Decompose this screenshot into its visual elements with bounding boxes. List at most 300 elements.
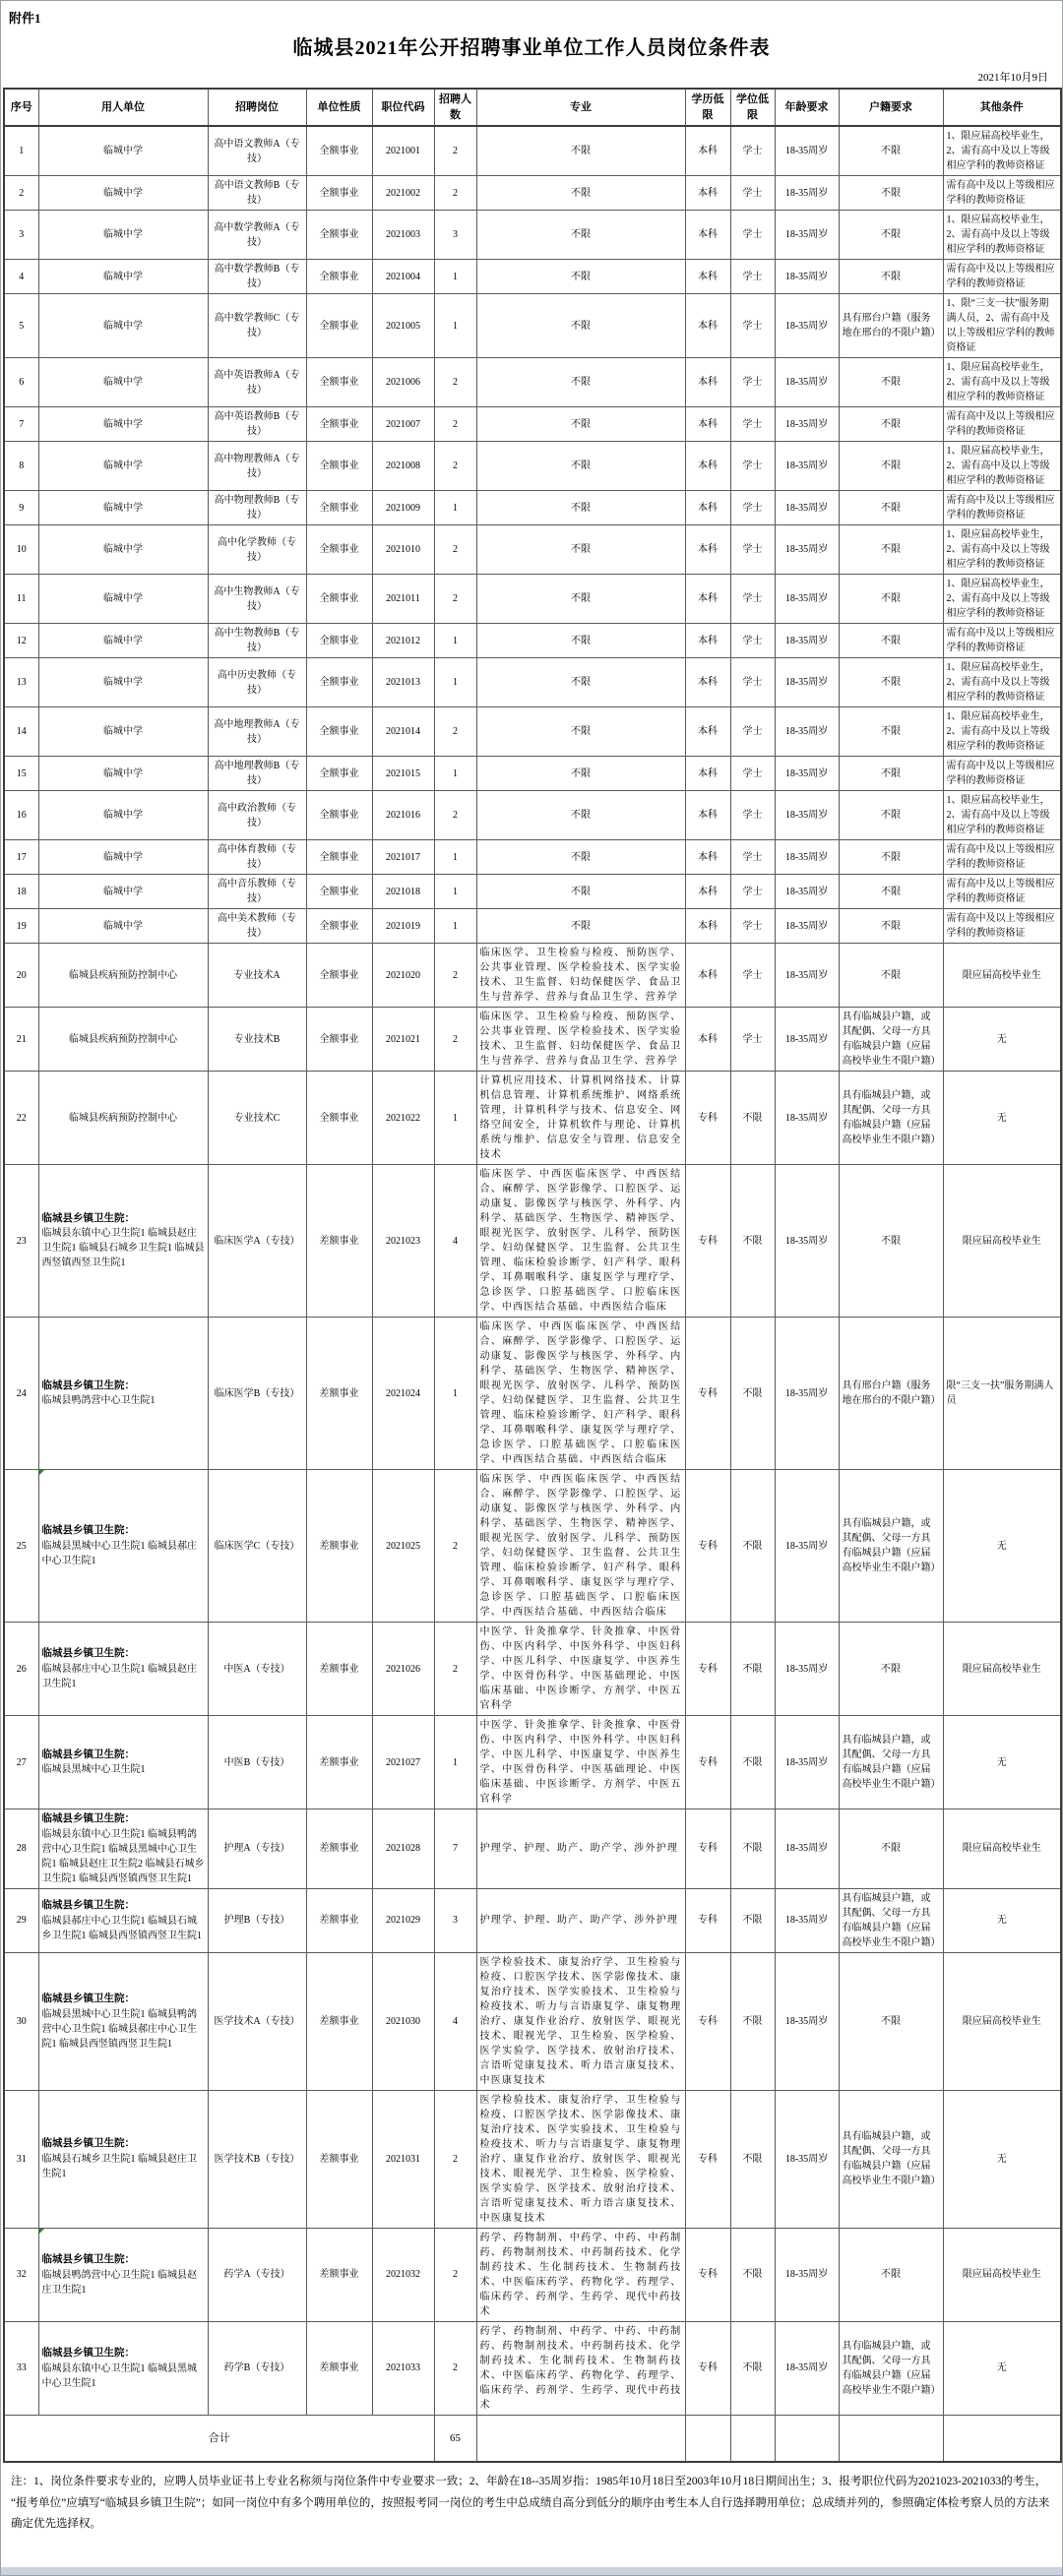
cell-other: 需有高中及以上等级相应学科的教师资格证: [943, 624, 1061, 658]
cell-code: 2021007: [372, 407, 434, 442]
cell-post: 高中体育教师（专技）: [208, 840, 306, 875]
cell-major: 不限: [476, 791, 685, 840]
cell-nature: 全额事业: [306, 707, 372, 757]
cell-post: 护理A（专技）: [208, 1809, 306, 1889]
cell-nature: 全额事业: [306, 658, 372, 707]
cell-edu: 本科: [685, 1008, 730, 1072]
cell-edu: 专科: [685, 1072, 730, 1165]
cell-age: 18-35周岁: [775, 126, 839, 176]
cell-degree: 学士: [730, 176, 775, 211]
cell-age: 18-35周岁: [775, 491, 839, 525]
cell-code: 2021018: [372, 875, 434, 909]
table-row: [4, 624, 1061, 658]
cell-major: 不限: [476, 909, 685, 944]
table-row: [4, 294, 1061, 358]
cell-edu: 本科: [685, 624, 730, 658]
header-row: [4, 89, 1061, 126]
cell-hukou: 不限: [839, 707, 943, 757]
table-row: [4, 1623, 1061, 1716]
cell-edu: 本科: [685, 407, 730, 442]
cell-major: 医学检验技术、康复治疗学、卫生检验与检疫、口腔医学技术、医学影像技术、康复治疗技术、医学实验技术、卫生检验与检疫技术、听力与言语康复学、康复物理治疗、康复作业治疗、放射医学、眼视光技术、眼视光学、卫生检验、医学检验、医学实验学、医学技术、放射治疗技术、言语听觉康复技术、听力语言康复技术、中医康复技术: [476, 1952, 685, 2090]
cell-count: 2: [434, 1623, 476, 1716]
cell-edu: 本科: [685, 658, 730, 707]
cell-no: 28: [4, 1809, 38, 1889]
cell-degree: 学士: [730, 1008, 775, 1072]
cell-other: 1、限应届高校毕业生，2、需有高中及以上等级相应学科的教师资格证: [943, 525, 1061, 575]
cell-edu: 专科: [685, 1318, 730, 1470]
cell-edu: 专科: [685, 1716, 730, 1809]
page-title: 临城县2021年公开招聘事业单位工作人员岗位条件表: [292, 37, 771, 59]
cell-unit: 临城中学: [38, 442, 208, 491]
cell-nature: 全额事业: [306, 260, 372, 294]
cell-hukou: 不限: [839, 211, 943, 260]
table-row: [4, 791, 1061, 840]
cell-degree: 不限: [730, 1952, 775, 2090]
cell-degree: 不限: [730, 1072, 775, 1165]
cell-nature: 全额事业: [306, 126, 372, 176]
unit-list: 临城县东镇中心卫生院1 临城县黑城中心卫生院1: [41, 2362, 197, 2389]
cell-nature: 全额事业: [306, 840, 372, 875]
cell-no: 17: [4, 840, 38, 875]
cell-edu: 专科: [685, 2321, 730, 2415]
cell-degree: 不限: [730, 1888, 775, 1952]
cell-major: 不限: [476, 260, 685, 294]
cell-unit: 临城中学: [38, 358, 208, 407]
cell-edu: 本科: [685, 791, 730, 840]
cell-age: 18-35周岁: [775, 2228, 839, 2321]
column-header: 序号: [4, 89, 38, 126]
cell-count: 2: [434, 358, 476, 407]
cell-no: 11: [4, 575, 38, 624]
table-row: [4, 491, 1061, 525]
cell-post: 高中物理教师A（专技）: [208, 442, 306, 491]
cell-other: 无: [943, 1072, 1061, 1165]
cell-unit: [38, 2321, 208, 2415]
cell-major: 临床医学、卫生检验与检疫、预防医学、公共事业管理、医学检验技术、医学实验技术、卫生监督、妇幼保健医学、食品卫生与营养学、营养与食品卫生学、营养学: [476, 1008, 685, 1072]
cell-code: 2021010: [372, 525, 434, 575]
cell-major: 中医学、针灸推拿学、针灸推拿、中医骨伤、中医内科学、中医外科学、中医妇科学、中医儿科学、中医康复学、中医养生学、中医骨伤科学、中医基础理论、中医临床基础、中医诊断学、方剂学、中医五官科学: [476, 1716, 685, 1809]
cell-unit: [38, 1809, 208, 1889]
cell-degree: 不限: [730, 1470, 775, 1623]
unit-list: 临城县黑城中心卫生院1: [41, 1764, 146, 1776]
cell-post: 高中化学教师（专技）: [208, 525, 306, 575]
cell-hukou: 具有临城县户籍，或其配偶、父母一方具有临城县户籍（应届高校毕业生不限户籍）: [839, 1008, 943, 1072]
cell-age: 18-35周岁: [775, 442, 839, 491]
cell-other: 1、限应届高校毕业生，2、需有高中及以上等级相应学科的教师资格证: [943, 658, 1061, 707]
cell-nature: 全额事业: [306, 491, 372, 525]
cell-degree: 不限: [730, 1716, 775, 1809]
cell-degree: 学士: [730, 575, 775, 624]
cell-no: 16: [4, 791, 38, 840]
cell-no: 4: [4, 260, 38, 294]
cell-code: 2021015: [372, 757, 434, 791]
cell-edu: 本科: [685, 757, 730, 791]
cell-degree: 学士: [730, 358, 775, 407]
cell-edu: 专科: [685, 1888, 730, 1952]
cell-other: 限“三支一扶”服务期满人员: [943, 1318, 1061, 1470]
cell-age: 18-35周岁: [775, 658, 839, 707]
cell-major: 不限: [476, 624, 685, 658]
cell-hukou: 不限: [839, 875, 943, 909]
cell-code: 2021025: [372, 1470, 434, 1623]
cell-other: 需有高中及以上等级相应学科的教师资格证: [943, 491, 1061, 525]
cell-hukou: 不限: [839, 126, 943, 176]
cell-hukou: 不限: [839, 909, 943, 944]
cell-other: 限应届高校毕业生: [943, 1165, 1061, 1318]
cell-code: 2021012: [372, 624, 434, 658]
cell-post: 临床医学A（专技）: [208, 1165, 306, 1318]
cell-major: 临床医学、中西医临床医学、中西医结合、麻醉学、医学影像学、口腔医学、运动康复、影像医学与核医学、外科学、内科学、基础医学、生物医学、精神医学、眼视光医学、放射医学、儿科学、预防医学、妇幼保健医学、卫生监督、公共卫生管理、临床检验诊断学、妇产科学、眼科学、耳鼻咽喉科学、康复医学与理疗学、急诊医学、口腔基础医学、口腔临床医学、中西医结合基础、中西医结合临床: [476, 1470, 685, 1623]
table-row: [4, 211, 1061, 260]
column-header: 其他条件: [943, 89, 1061, 126]
total-empty-cell: [685, 2415, 730, 2462]
cell-age: 18-35周岁: [775, 358, 839, 407]
cell-nature: 全额事业: [306, 1008, 372, 1072]
cell-nature: 差额事业: [306, 1888, 372, 1952]
cell-major: 护理学、护理、助产、助产学、涉外护理: [476, 1809, 685, 1889]
total-row: [4, 2415, 1061, 2462]
cell-count: 2: [434, 944, 476, 1008]
cell-unit: [38, 1318, 208, 1470]
column-header: 学位低限: [730, 89, 775, 126]
cell-no: 7: [4, 407, 38, 442]
cell-post: 高中历史教师（专技）: [208, 658, 306, 707]
cell-degree: 学士: [730, 875, 775, 909]
cell-nature: 差额事业: [306, 1623, 372, 1716]
cell-unit: [38, 1623, 208, 1716]
cell-degree: 学士: [730, 944, 775, 1008]
cell-post: 高中政治教师（专技）: [208, 791, 306, 840]
cell-no: 2: [4, 176, 38, 211]
cell-other: 需有高中及以上等级相应学科的教师资格证: [943, 875, 1061, 909]
cell-degree: 学士: [730, 294, 775, 358]
cell-nature: 差额事业: [306, 1809, 372, 1889]
cell-degree: 学士: [730, 791, 775, 840]
cell-edu: 专科: [685, 1952, 730, 2090]
cell-major: 不限: [476, 875, 685, 909]
cell-age: 18-35周岁: [775, 707, 839, 757]
cell-unit: 临城中学: [38, 791, 208, 840]
cell-major: 不限: [476, 211, 685, 260]
cell-age: 18-35周岁: [775, 2090, 839, 2228]
table-row: [4, 1008, 1061, 1072]
cell-age: 18-35周岁: [775, 1623, 839, 1716]
cell-nature: 差额事业: [306, 1470, 372, 1623]
cell-hukou: 具有临城县户籍，或其配偶、父母一方具有临城县户籍（应届高校毕业生不限户籍）: [839, 1072, 943, 1165]
cell-nature: 全额事业: [306, 442, 372, 491]
cell-major: 不限: [476, 407, 685, 442]
cell-unit: 临城中学: [38, 658, 208, 707]
column-header: 户籍要求: [839, 89, 943, 126]
cell-degree: 不限: [730, 1809, 775, 1889]
cell-post: 护理B（专技）: [208, 1888, 306, 1952]
cell-no: 33: [4, 2321, 38, 2415]
cell-no: 18: [4, 875, 38, 909]
table-row: [4, 1072, 1061, 1165]
cell-hukou: 不限: [839, 575, 943, 624]
unit-group-heading: 临城县乡镇卫生院：: [41, 1993, 135, 2004]
cell-unit: 临城中学: [38, 211, 208, 260]
cell-edu: 专科: [685, 1809, 730, 1889]
cell-degree: 不限: [730, 1623, 775, 1716]
table-row: [4, 176, 1061, 211]
cell-unit: 临城县疾病预防控制中心: [38, 944, 208, 1008]
cell-hukou: 不限: [839, 1809, 943, 1889]
total-count: 65: [434, 2415, 476, 2462]
cell-post: 高中地理教师A（专技）: [208, 707, 306, 757]
cell-age: 18-35周岁: [775, 757, 839, 791]
cell-other: 限应届高校毕业生: [943, 1952, 1061, 2090]
table-row: [4, 1165, 1061, 1318]
cell-count: 2: [434, 2090, 476, 2228]
cell-post: 高中英语教师A（专技）: [208, 358, 306, 407]
cell-edu: 本科: [685, 358, 730, 407]
cell-major: 不限: [476, 658, 685, 707]
cell-major: 药学、药物制剂、中药学、中药、中药制药、药物制剂技术、中药制药技术、化学制药技术、生化制药技术、生物制药技术、中医临床药学、药物化学、药理学、临床药学、药剂学、生药学、现代中药技术: [476, 2321, 685, 2415]
cell-post: 高中音乐教师（专技）: [208, 875, 306, 909]
cell-no: 32: [4, 2228, 38, 2321]
table-row: [4, 2321, 1061, 2415]
cell-unit: [38, 1716, 208, 1809]
cell-degree: 学士: [730, 624, 775, 658]
cell-other: 限应届高校毕业生: [943, 1809, 1061, 1889]
cell-age: 18-35周岁: [775, 525, 839, 575]
cell-edu: 本科: [685, 909, 730, 944]
corner-mark: [39, 2229, 44, 2234]
cell-code: 2021030: [372, 1952, 434, 2090]
cell-code: 2021033: [372, 2321, 434, 2415]
column-header: 单位性质: [306, 89, 372, 126]
cell-nature: 全额事业: [306, 624, 372, 658]
cell-nature: 全额事业: [306, 875, 372, 909]
column-header: 用人单位: [38, 89, 208, 126]
cell-major: 不限: [476, 840, 685, 875]
cell-major: 不限: [476, 525, 685, 575]
cell-nature: 全额事业: [306, 525, 372, 575]
cell-nature: 差额事业: [306, 2321, 372, 2415]
unit-list: 临城县黑城中心卫生院1 临城县鸭鸽营中心卫生院1 临城县郝庄中心卫生院1 临城县西竖镇西竖卫生院1: [41, 2008, 197, 2050]
table-row: [4, 442, 1061, 491]
total-label: 合计: [4, 2415, 434, 2462]
cell-other: 1、限应届高校毕业生，2、需有高中及以上等级相应学科的教师资格证: [943, 791, 1061, 840]
unit-list: 临城县石城乡卫生院1 临城县赵庄卫生院1: [41, 2154, 197, 2180]
table-row: [4, 525, 1061, 575]
cell-count: 2: [434, 407, 476, 442]
cell-code: 2021009: [372, 491, 434, 525]
table-row: [4, 875, 1061, 909]
cell-no: 1: [4, 126, 38, 176]
unit-group-heading: 临城县乡镇卫生院：: [41, 1525, 135, 1537]
cell-other: 需有高中及以上等级相应学科的教师资格证: [943, 840, 1061, 875]
column-header: 招聘人数: [434, 89, 476, 126]
cell-edu: 本科: [685, 211, 730, 260]
cell-nature: 全额事业: [306, 909, 372, 944]
cell-degree: 学士: [730, 211, 775, 260]
cell-count: 2: [434, 126, 476, 176]
cell-code: 2021019: [372, 909, 434, 944]
cell-age: 18-35周岁: [775, 1716, 839, 1809]
cell-hukou: 不限: [839, 757, 943, 791]
cell-nature: 全额事业: [306, 1072, 372, 1165]
cell-age: 18-35周岁: [775, 1952, 839, 2090]
cell-count: 2: [434, 2228, 476, 2321]
cell-age: 18-35周岁: [775, 260, 839, 294]
cell-post: 高中美术教师（专技）: [208, 909, 306, 944]
cell-no: 21: [4, 1008, 38, 1072]
cell-code: 2021017: [372, 840, 434, 875]
cell-unit: 临城县疾病预防控制中心: [38, 1008, 208, 1072]
cell-degree: 学士: [730, 840, 775, 875]
unit-list: 临城县东镇中心卫生院1 临城县鸭鸽营中心卫生院1 临城县黑城中心卫生院1 临城县赵庄卫生院2 临城县石城乡卫生院1 临城县西竖镇西竖卫生院1: [41, 1828, 205, 1884]
cell-code: 2021016: [372, 791, 434, 840]
cell-degree: 不限: [730, 2321, 775, 2415]
cell-other: 1、限“三支一扶”服务期满人员，2、需有高中及以上等级相应学科的教师资格证: [943, 294, 1061, 358]
cell-age: 18-35周岁: [775, 1809, 839, 1889]
cell-count: 2: [434, 791, 476, 840]
cell-major: 不限: [476, 126, 685, 176]
cell-unit: [38, 1470, 208, 1623]
cell-other: 1、限应届高校毕业生，2、需有高中及以上等级相应学科的教师资格证: [943, 575, 1061, 624]
cell-nature: 全额事业: [306, 176, 372, 211]
table-row: [4, 840, 1061, 875]
cell-unit: 临城中学: [38, 757, 208, 791]
cell-code: 2021002: [372, 176, 434, 211]
cell-age: 18-35周岁: [775, 1165, 839, 1318]
unit-group-heading: 临城县乡镇卫生院：: [41, 1648, 135, 1660]
cell-unit: [38, 1888, 208, 1952]
cell-count: 2: [434, 525, 476, 575]
cell-count: 1: [434, 491, 476, 525]
cell-edu: 专科: [685, 2090, 730, 2228]
cell-hukou: 不限: [839, 791, 943, 840]
unit-group-heading: 临城县乡镇卫生院：: [41, 1380, 135, 1391]
cell-code: 2021006: [372, 358, 434, 407]
date-label: 2021年10月9日: [977, 72, 1048, 84]
cell-hukou: 不限: [839, 840, 943, 875]
cell-other: 无: [943, 1716, 1061, 1809]
cell-major: 不限: [476, 176, 685, 211]
cell-count: 2: [434, 442, 476, 491]
cell-major: 不限: [476, 491, 685, 525]
cell-unit: 临城中学: [38, 491, 208, 525]
cell-hukou: 具有邢台户籍（服务地在邢台的不限户籍）: [839, 1318, 943, 1470]
cell-degree: 学士: [730, 407, 775, 442]
cell-code: 2021024: [372, 1318, 434, 1470]
column-header: 专业: [476, 89, 685, 126]
cell-post: 医学技术A（专技）: [208, 1952, 306, 2090]
cell-code: 2021029: [372, 1888, 434, 1952]
cell-hukou: 不限: [839, 1623, 943, 1716]
cell-post: 高中语文教师A（专技）: [208, 126, 306, 176]
cell-age: 18-35周岁: [775, 791, 839, 840]
cell-nature: 全额事业: [306, 294, 372, 358]
cell-unit: 临城中学: [38, 525, 208, 575]
cell-no: 10: [4, 525, 38, 575]
cell-code: 2021023: [372, 1165, 434, 1318]
table-row: [4, 126, 1061, 176]
cell-no: 30: [4, 1952, 38, 2090]
cell-unit: 临城县疾病预防控制中心: [38, 1072, 208, 1165]
cell-edu: 本科: [685, 944, 730, 1008]
cell-edu: 专科: [685, 2228, 730, 2321]
cell-code: 2021027: [372, 1716, 434, 1809]
table-row: [4, 1318, 1061, 1470]
cell-unit: 临城中学: [38, 407, 208, 442]
cell-no: 24: [4, 1318, 38, 1470]
cell-count: 1: [434, 840, 476, 875]
cell-count: 2: [434, 2321, 476, 2415]
cell-hukou: 不限: [839, 1165, 943, 1318]
cell-other: 限应届高校毕业生: [943, 2228, 1061, 2321]
total-empty-cell: [476, 2415, 685, 2462]
cell-other: 1、限应届高校毕业生，2、需有高中及以上等级相应学科的教师资格证: [943, 442, 1061, 491]
cell-degree: 学士: [730, 260, 775, 294]
cell-code: 2021028: [372, 1809, 434, 1889]
cell-unit: [38, 2228, 208, 2321]
cell-other: 1、限应届高校毕业生，2、需有高中及以上等级相应学科的教师资格证: [943, 358, 1061, 407]
cell-degree: 不限: [730, 2090, 775, 2228]
cell-major: 临床医学、中西医临床医学、中西医结合、麻醉学、医学影像学、口腔医学、运动康复、影像医学与核医学、外科学、内科学、基础医学、生物医学、精神医学、眼视光医学、放射医学、儿科学、预防医学、妇幼保健医学、卫生监督、公共卫生管理、临床检验诊断学、妇产科学、眼科学、耳鼻咽喉科学、康复医学与理疗学、急诊医学、口腔基础医学、口腔临床医学、中西医结合基础、中西医结合临床: [476, 1165, 685, 1318]
cell-age: 18-35周岁: [775, 575, 839, 624]
cell-post: 医学技术B（专技）: [208, 2090, 306, 2228]
cell-unit: [38, 2090, 208, 2228]
cell-unit: 临城中学: [38, 624, 208, 658]
cell-edu: 本科: [685, 575, 730, 624]
cell-other: 无: [943, 2321, 1061, 2415]
cell-other: 1、限应届高校毕业生，2、需有高中及以上等级相应学科的教师资格证: [943, 707, 1061, 757]
table-row: [4, 757, 1061, 791]
footnotes: 注：1、岗位条件要求专业的，应聘人员毕业证书上专业名称须与岗位条件中专业要求一致；2、年龄在18--35周岁指：1985年10月18日至2003年10月18日期间出生；3、报考职位代码为2021023-2021033的考生，“报考单位”应填写“临城县乡镇卫生院”；如同一岗位中有多个聘用单位的，按照报考同一岗位的考生中总成绩自高分到低分的顺序由考生本人自行选择聘用单位；总成绩并列的，参照确定体检考察人员的方法来确定优先选择权。: [11, 2476, 1050, 2530]
cell-nature: 差额事业: [306, 2090, 372, 2228]
cell-post: 专业技术C: [208, 1072, 306, 1165]
cell-unit: 临城中学: [38, 909, 208, 944]
cell-hukou: 不限: [839, 176, 943, 211]
positions-table: [3, 88, 1062, 2463]
cell-degree: 不限: [730, 2228, 775, 2321]
cell-degree: 学士: [730, 909, 775, 944]
cell-code: 2021014: [372, 707, 434, 757]
cell-age: 18-35周岁: [775, 909, 839, 944]
cell-other: 无: [943, 2090, 1061, 2228]
cell-no: 25: [4, 1470, 38, 1623]
cell-count: 2: [434, 707, 476, 757]
table-row: [4, 2228, 1061, 2321]
cell-count: 3: [434, 1888, 476, 1952]
cell-edu: 本科: [685, 126, 730, 176]
cell-count: 2: [434, 176, 476, 211]
cell-no: 29: [4, 1888, 38, 1952]
cell-code: 2021022: [372, 1072, 434, 1165]
total-empty-cell: [730, 2415, 775, 2462]
cell-unit: 临城中学: [38, 575, 208, 624]
cell-no: 12: [4, 624, 38, 658]
cell-edu: 本科: [685, 442, 730, 491]
cell-nature: 全额事业: [306, 944, 372, 1008]
cell-age: 18-35周岁: [775, 624, 839, 658]
cell-degree: 学士: [730, 491, 775, 525]
cell-nature: 全额事业: [306, 211, 372, 260]
cell-post: 临床医学C（专技）: [208, 1470, 306, 1623]
cell-edu: 本科: [685, 525, 730, 575]
cell-edu: 本科: [685, 294, 730, 358]
cell-code: 2021004: [372, 260, 434, 294]
cell-no: 20: [4, 944, 38, 1008]
unit-list: 临城县黑城中心卫生院1 临城县郝庄中心卫生院1: [41, 1540, 197, 1566]
cell-hukou: 具有临城县户籍，或其配偶、父母一方具有临城县户籍（应届高校毕业生不限户籍）: [839, 1716, 943, 1809]
cell-age: 18-35周岁: [775, 2321, 839, 2415]
cell-hukou: 不限: [839, 944, 943, 1008]
cell-code: 2021020: [372, 944, 434, 1008]
